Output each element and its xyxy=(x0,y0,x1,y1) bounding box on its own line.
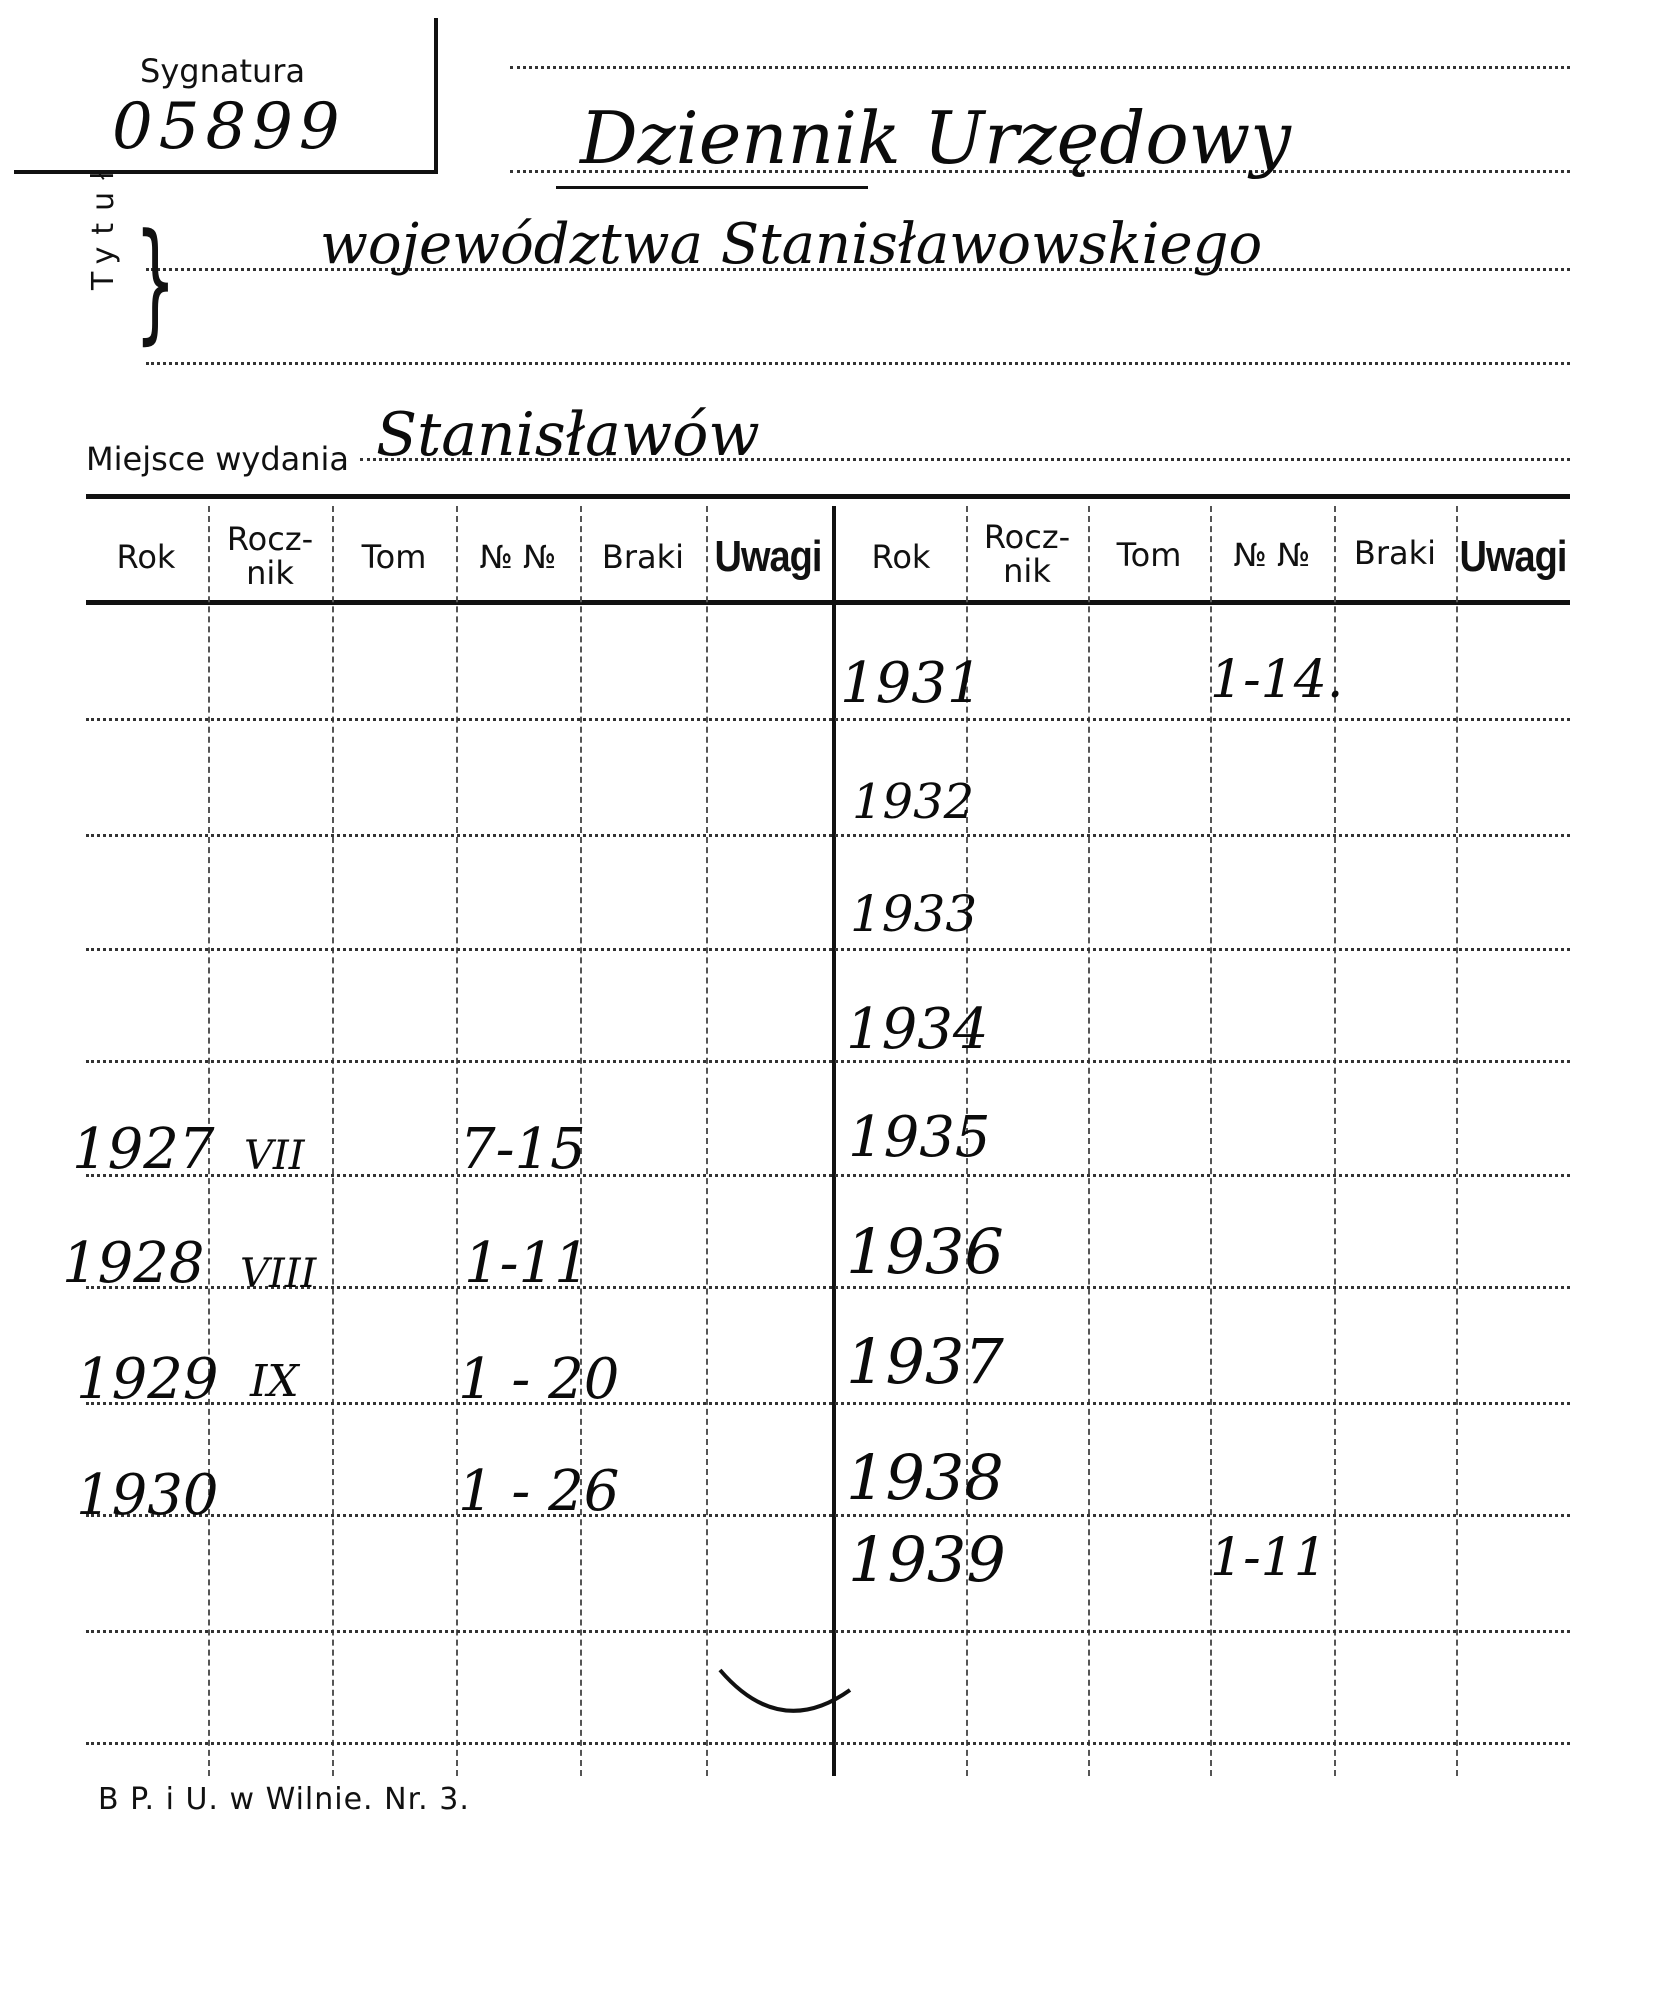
row-line xyxy=(86,1060,1570,1063)
header-tom-right: Tom xyxy=(1116,536,1182,574)
left-rok-1929: 1929 xyxy=(76,1347,219,1412)
tytul-brace: } xyxy=(134,205,177,357)
table-header-rule xyxy=(86,600,1570,605)
table-center-rule xyxy=(832,506,836,1776)
title-underline xyxy=(556,186,868,189)
header-numery-left: № № xyxy=(479,538,557,576)
tytul-side-label: Tytuł xyxy=(86,159,121,290)
row-line xyxy=(86,948,1570,951)
row-line xyxy=(86,1514,1570,1517)
right-rok-1935: 1935 xyxy=(848,1105,991,1170)
col-divider xyxy=(456,506,458,1776)
sygnatura-box-bottom xyxy=(14,170,438,174)
left-numery-1928: 1-11 xyxy=(464,1231,590,1296)
col-divider xyxy=(1456,506,1458,1776)
left-rok-1927: 1927 xyxy=(72,1117,215,1182)
header-rok-left: Rok xyxy=(116,538,176,576)
right-rok-1937: 1937 xyxy=(846,1325,1004,1398)
left-numery-1930: 1 - 26 xyxy=(458,1459,620,1524)
place-label: Miejsce wydania xyxy=(86,440,350,478)
punch-hole-arc xyxy=(700,1660,880,1740)
row-line xyxy=(86,1630,1570,1633)
left-rok-1928: 1928 xyxy=(62,1231,205,1296)
header-braki-left: Braki xyxy=(601,538,685,576)
left-rok-1930: 1930 xyxy=(76,1463,219,1528)
right-rok-1933: 1933 xyxy=(850,885,978,943)
sygnatura-box-right xyxy=(434,18,438,172)
left-rocznik-1927: VII xyxy=(244,1133,305,1179)
header-tom-left: Tom xyxy=(361,538,427,576)
right-rok-1939: 1939 xyxy=(848,1523,1006,1596)
title-line-1: Dziennik Urzędowy xyxy=(580,96,1291,180)
left-rocznik-1929: IX xyxy=(250,1356,299,1407)
row-line xyxy=(86,1174,1570,1177)
place-value: Stanisławów xyxy=(376,400,760,470)
title-line-2: województwa Stanisławowskiego xyxy=(320,212,1263,277)
row-line xyxy=(86,718,1570,721)
left-rocznik-1928: VIII xyxy=(240,1251,317,1297)
right-numery-1939: 1-11 xyxy=(1210,1528,1327,1588)
place-dotted-line xyxy=(360,458,1570,461)
title-dotted-line-4 xyxy=(146,362,1570,365)
header-uwagi-left: Uwagi xyxy=(714,532,822,582)
right-rok-1934: 1934 xyxy=(846,997,989,1062)
footer-text: B P. i U. w Wilnie. Nr. 3. xyxy=(98,1782,470,1817)
right-rok-1932: 1932 xyxy=(852,774,975,830)
row-line xyxy=(86,1402,1570,1405)
row-line xyxy=(86,834,1570,837)
sygnatura-label: Sygnatura xyxy=(140,52,306,90)
title-dotted-line-1 xyxy=(510,66,1570,69)
right-numery-1931: 1-14. xyxy=(1210,650,1344,710)
header-uwagi-right: Uwagi xyxy=(1459,532,1567,582)
header-rocznik-right: Rocz- nik xyxy=(983,518,1071,590)
header-rocznik-left: Rocz- nik xyxy=(226,520,314,592)
col-divider xyxy=(1088,506,1090,1776)
row-line xyxy=(86,1742,1570,1745)
right-rok-1931: 1931 xyxy=(840,651,983,716)
right-rok-1936: 1936 xyxy=(846,1215,1004,1288)
col-divider xyxy=(706,506,708,1776)
header-braki-right: Braki xyxy=(1353,534,1437,572)
header-numery-right: № № xyxy=(1233,536,1311,574)
right-rok-1938: 1938 xyxy=(846,1441,1004,1514)
col-divider xyxy=(332,506,334,1776)
left-numery-1929: 1 - 20 xyxy=(458,1347,620,1412)
left-numery-1927: 7-15 xyxy=(460,1117,586,1182)
table-top-rule xyxy=(86,494,1570,499)
sygnatura-value: 05899 xyxy=(112,90,346,164)
header-rok-right: Rok xyxy=(871,538,931,576)
